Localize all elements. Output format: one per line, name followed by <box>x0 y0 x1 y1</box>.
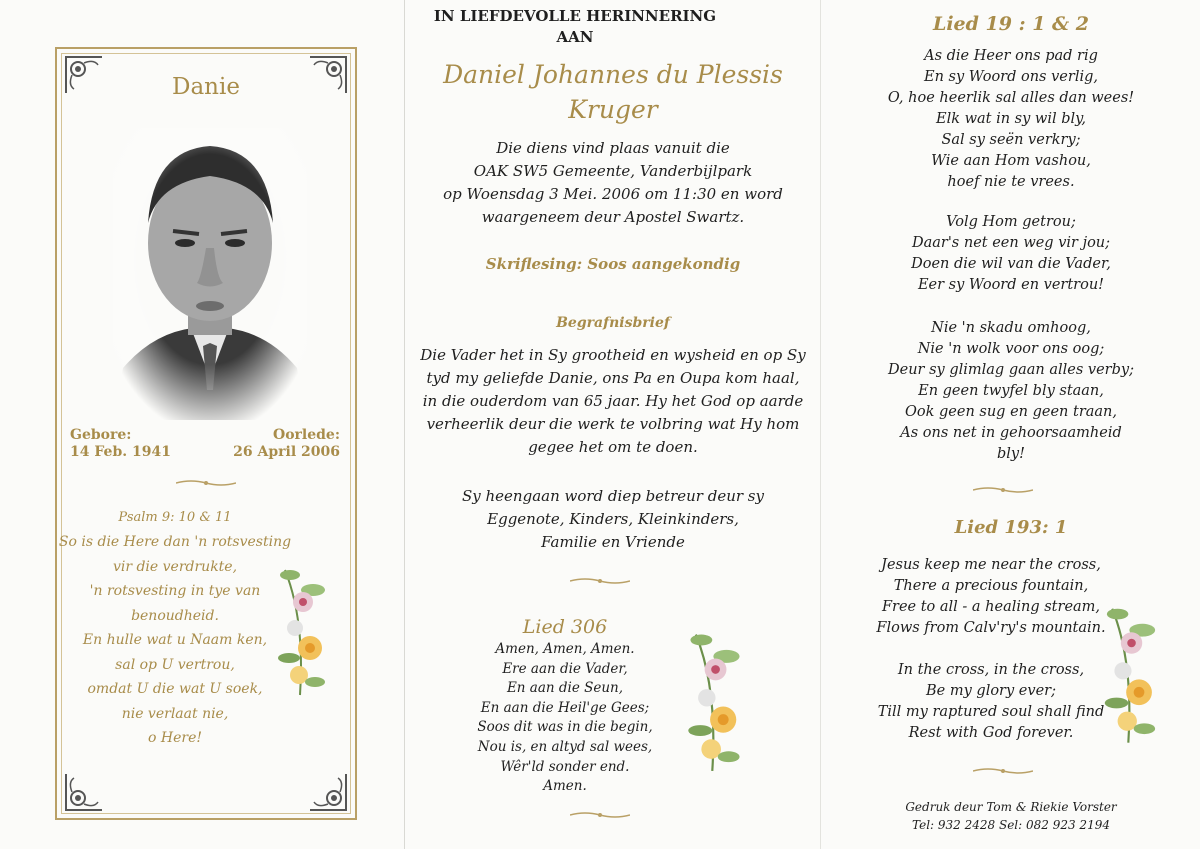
printer-credit: Gedruk deur Tom & Riekie Vorster <box>905 800 1117 814</box>
hymn-line: Amen, Amen, Amen. <box>495 641 635 657</box>
hymn-line: Sal sy seën verkry; <box>941 132 1081 148</box>
flower-bouquet-icon <box>685 620 745 780</box>
hymn-line: Flows from Calv'ry's mountain. <box>876 620 1106 636</box>
hymn-193-title: Lied 193: 1 <box>954 517 1068 538</box>
hymn-line: In the cross, in the cross, <box>897 662 1085 678</box>
hymn-line: bly! <box>997 446 1025 462</box>
middle-panel <box>404 0 821 849</box>
ornament-divider <box>570 577 630 585</box>
hymn-19-verse-3 <box>821 318 1200 465</box>
service-details <box>405 137 821 229</box>
scripture-reading: Skriflesing: Soos aangekondig <box>485 255 741 273</box>
hymn-line: Eer sy Woord en vertrou! <box>917 277 1105 293</box>
heading-line2: AAN <box>556 28 594 46</box>
corner-ornament-icon <box>308 772 348 812</box>
hymn-line: Daar's net een weg vir jou; <box>911 235 1111 251</box>
mourned-line: Familie en Vriende <box>541 533 685 551</box>
flower-bouquet-icon <box>275 560 330 700</box>
psalm-line: omdat U die wat U soek, <box>87 681 263 697</box>
mourned-line: Eggenote, Kinders, Kleinkinders, <box>487 510 739 528</box>
ornament-divider <box>570 811 630 819</box>
hymn-19-verse-2 <box>821 212 1200 296</box>
hymn-line: As ons net in gehoorsaamheid <box>900 425 1122 441</box>
hymn-line: Soos dit was in die begin, <box>477 719 653 736</box>
hymn-line: Wêr'ld sonder end. <box>500 758 630 775</box>
hymn-line: Ook geen sug en geen traan, <box>905 404 1117 420</box>
hymn-line: En geen twyfel bly staan, <box>918 383 1104 399</box>
hymn-line: hoef nie te vrees. <box>947 174 1075 190</box>
hymn-line: Free to all - a healing stream, <box>881 599 1101 615</box>
corner-ornament-icon <box>64 772 104 812</box>
hymn-line: Ere aan die Vader, <box>502 660 628 677</box>
died-label: Oorlede: <box>273 427 340 443</box>
portrait-photo <box>113 128 307 420</box>
obituary-line: Die Vader het in Sy grootheid en wysheid en op Sy <box>420 346 806 364</box>
obituary-line: tyd my geliefde Danie, ons Pa en Oupa kom haal, <box>426 369 800 387</box>
flower-bouquet-icon <box>1101 598 1161 748</box>
hymn-306-title: Lied 306 <box>522 616 608 638</box>
hymn-line: Nie 'n skadu omhoog, <box>931 320 1091 336</box>
hymn-line: Be my glory ever; <box>926 683 1056 699</box>
psalm-line: benoudheid. <box>131 607 219 624</box>
hymn-line: Nou is, en altyd sal wees, <box>477 738 653 755</box>
hymn-line: Wie aan Hom vashou, <box>931 153 1091 169</box>
service-line: OAK SW5 Gemeente, Vanderbijlpark <box>473 162 753 180</box>
obituary-line: in die ouderdom van 65 jaar. Hy het God op aarde <box>422 392 804 410</box>
right-panel <box>820 0 1200 849</box>
mourned-line: Sy heengaan word diep betreur deur sy <box>462 487 764 505</box>
service-line: waargeneem deur Apostel Swartz. <box>481 208 745 226</box>
psalm-line: So is die Here dan 'n rotsvesting <box>58 534 292 550</box>
nickname-title: Danie <box>172 74 240 100</box>
ornament-divider <box>176 479 236 487</box>
hymn-line: There a precious fountain, <box>893 578 1089 594</box>
printer-contact: Tel: 932 2428 Sel: 082 923 2194 <box>912 818 1110 832</box>
born-label: Gebore: <box>70 427 132 443</box>
obituary-line: gegee het om te doen. <box>528 438 698 456</box>
left-panel <box>0 0 404 849</box>
mourned-by-text <box>405 485 821 554</box>
hymn-line: Amen. <box>543 778 587 795</box>
hymn-line: Volg Hom getrou; <box>946 214 1076 230</box>
obituary-text <box>405 344 821 459</box>
psalm-line: nie verlaat nie, <box>121 705 229 722</box>
service-line: Die diens vind plaas vanuit die <box>496 139 730 157</box>
full-name-line2: Kruger <box>568 95 658 124</box>
hymn-line: Rest with God forever. <box>908 725 1074 741</box>
psalm-line: En hulle wat u Naam ken, <box>82 632 268 648</box>
hymn-306-text <box>405 640 725 797</box>
obituary-line: verheerlik deur die werk te volbring wat Hy hom <box>426 415 800 433</box>
born-date: 14 Feb. 1941 <box>70 444 171 460</box>
hymn-line: Till my raptured soul shall find <box>877 704 1105 720</box>
psalm-line: vir die verdrukte, <box>112 558 238 575</box>
psalm-line: o Here! <box>148 730 202 746</box>
psalm-line: 'n rotsvesting in tye van <box>89 583 261 599</box>
hymn-line: En sy Woord ons verlig, <box>924 69 1098 85</box>
ornament-divider <box>973 486 1033 494</box>
psalm-text <box>55 530 295 751</box>
hymn-line: Jesus keep me near the cross, <box>881 557 1101 573</box>
heading-line1: IN LIEFDEVOLLE HERINNERING <box>433 7 717 25</box>
psalm-line: sal op U vertrou, <box>115 656 235 673</box>
hymn-19-title: Lied 19 : 1 & 2 <box>932 13 1090 35</box>
hymn-line: O, hoe heerlik sal alles dan wees! <box>887 90 1135 106</box>
hymn-line: En aan die Seun, <box>506 680 624 697</box>
psalm-title: Psalm 9: 10 & 11 <box>118 510 232 525</box>
hymn-line: Nie 'n wolk voor ons oog; <box>917 341 1105 357</box>
hymn-line: As die Heer ons pad rig <box>924 48 1098 64</box>
obituary-title: Begrafnisbrief <box>556 315 670 331</box>
hymn-19-verse-1 <box>821 46 1200 193</box>
full-name-line1: Daniel Johannes du Plessis <box>443 60 783 89</box>
died-date: 26 April 2006 <box>233 444 340 460</box>
ornament-divider <box>973 767 1033 775</box>
hymn-line: En aan die Heil'ge Gees; <box>480 699 650 716</box>
hymn-line: Doen die wil van die Vader, <box>911 256 1111 272</box>
hymn-line: Elk wat in sy wil bly, <box>935 111 1087 127</box>
service-line: op Woensdag 3 Mei. 2006 om 11:30 en word <box>443 185 783 203</box>
hymn-line: Deur sy glimlag gaan alles verby; <box>888 362 1134 378</box>
